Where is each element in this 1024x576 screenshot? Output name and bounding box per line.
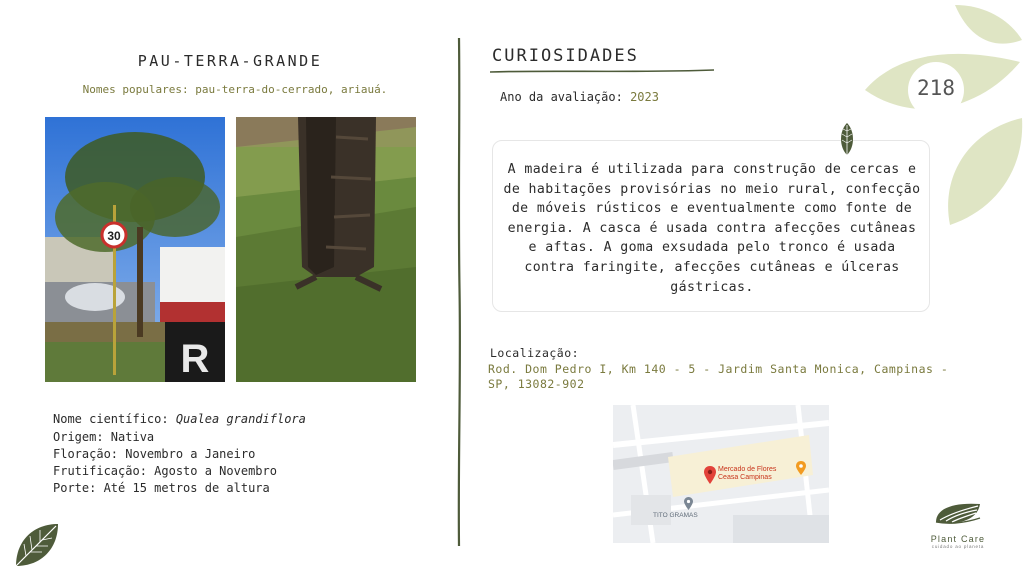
location-address: Rod. Dom Pedro I, Km 140 - 5 - Jardim Santa Monica, Campinas - SP, 13082-902: [488, 362, 949, 391]
map-place-line1: Mercado de Flores: [718, 466, 777, 473]
page-number: 218: [917, 76, 955, 100]
popular-names: Nomes populares: pau-terra-do-cerrado, ariauá.: [82, 83, 388, 96]
map-pin-icon[interactable]: [704, 466, 716, 484]
small-leaf-icon: [838, 123, 856, 157]
trunk-photo-icon: [236, 117, 416, 382]
scientific-name-label: Nome científico:: [53, 412, 169, 426]
fruiting-row: Frutificação: Agosto a Novembro: [53, 464, 277, 478]
brand-tagline: cuidado ao planeta: [931, 544, 985, 549]
trunk-photo: [236, 117, 416, 382]
size-row: Porte: Até 15 metros de altura: [53, 481, 270, 495]
plant-care-logo-icon: [932, 500, 984, 528]
species-common-name: PAU-TERRA-GRANDE: [137, 52, 323, 70]
leaves-decoration-icon: [860, 0, 1024, 225]
map-place-line2: Ceasa Campinas: [718, 474, 772, 481]
location-map[interactable]: [613, 405, 829, 543]
scientific-name-row: [53, 411, 306, 428]
food-poi-icon: [796, 461, 806, 475]
location-label: Localização:: [490, 346, 580, 360]
tree-photo: [45, 117, 225, 382]
poi-pin-icon: [684, 497, 693, 510]
flowering-row: Floração: Novembro a Janeiro: [53, 447, 256, 461]
evaluation-year: [500, 90, 659, 104]
vertical-divider: [455, 38, 463, 546]
truck-letter: R: [180, 337, 210, 381]
scientific-name-value: Qualea grandiflora: [175, 412, 306, 426]
tree-photo-icon: [45, 117, 225, 382]
origin-row: Origem: Nativa: [53, 430, 155, 444]
curiosities-heading: CURIOSIDADES: [492, 46, 639, 66]
map-poi-label: TITO GRAMAS: [653, 512, 698, 519]
evaluation-year-label: Ano da avaliação:: [500, 90, 623, 104]
brand-logo: [918, 500, 998, 549]
speed-sign-text: 30: [107, 229, 121, 243]
evaluation-year-value: 2023: [630, 90, 659, 104]
species-info: [53, 411, 306, 497]
curiosities-text: A madeira é utilizada para construção de cercas e de habitações provisórias no meio rural, confecção de móveis rústicos e eventualmente como fonte de energia. A casca é usada contra afecções cutâneas e aftas. A goma exsudada pelo tronco é usada contra faringite, afecções cutâneas e úlceras gástricas.: [503, 162, 921, 295]
leaf-decoration-icon: [12, 520, 62, 570]
brand-name: Plant Care: [930, 534, 986, 544]
heading-underline: [490, 67, 715, 75]
map-place-label: [718, 466, 776, 482]
